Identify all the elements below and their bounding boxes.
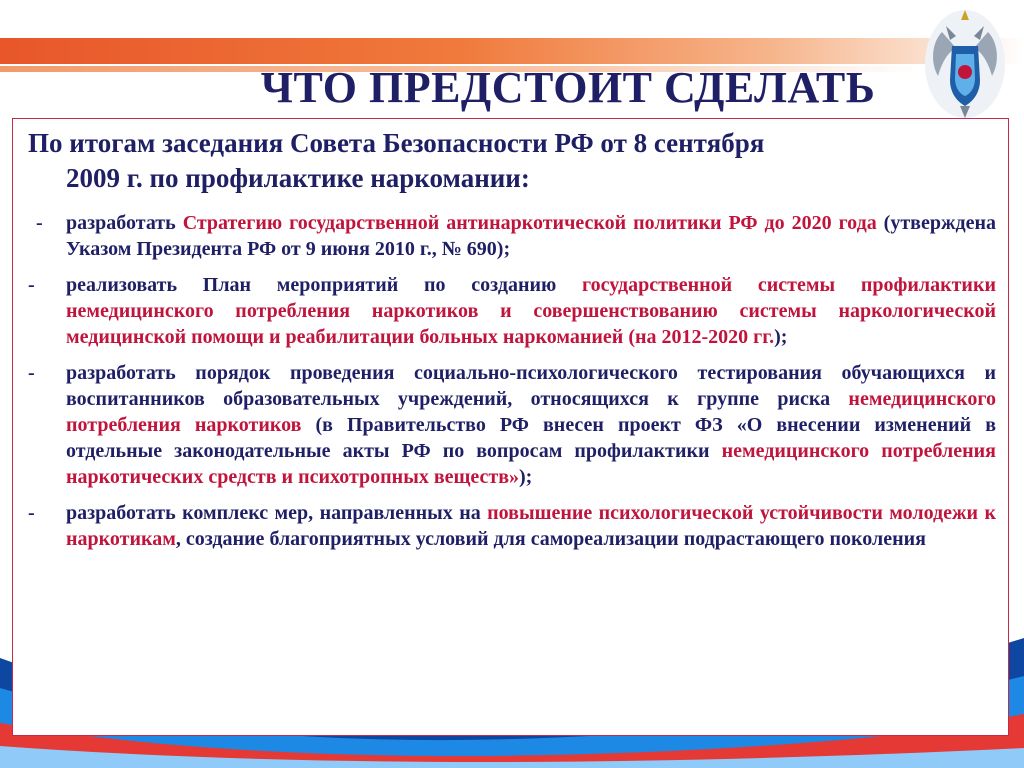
list-item: [28, 272, 996, 350]
list-dash: -: [28, 274, 35, 296]
list-dash: -: [28, 502, 35, 524]
item-highlight: повышение психологической устойчивости молодежи к наркотикам: [66, 502, 996, 550]
item-highlight: немедицинского потребления наркотических средств и психотропных веществ»: [66, 440, 996, 488]
item-text: (в Правительство РФ внесен проект ФЗ «О внесении изменений в отдельные законодательные акты РФ по вопросам профилактики: [66, 414, 996, 462]
item-text: );: [519, 466, 533, 488]
item-text: , создание благоприятных условий для самореализации подрастающего поколения: [175, 528, 926, 550]
intro-line2: [28, 161, 996, 196]
double-headed-eagle-emblem-icon: [922, 2, 1008, 122]
list-dash: -: [28, 362, 35, 384]
item-text: разработать комплекс мер, направленных на: [66, 502, 488, 524]
intro-paragraph: [28, 126, 996, 196]
content-body: [28, 126, 996, 562]
page-title: ЧТО ПРЕДСТОИТ СДЕЛАТЬ: [260, 63, 876, 112]
item-text: разработать порядок проведения социально-психологического тестирования обучающихся и воспитанников образовательных учреждений, относящихся к группе риска: [66, 362, 996, 410]
page-number: 43: [953, 700, 976, 722]
item-text: реализовать План мероприятий по созданию: [66, 274, 583, 296]
list-item: [28, 210, 996, 262]
item-text: );: [774, 326, 788, 348]
item-text: разработать: [66, 212, 183, 234]
item-highlight: Стратегию государственной антинаркотической политики РФ до 2020 года: [182, 212, 877, 234]
intro-line1: По итогам заседания Совета Безопасности РФ от 8 сентября: [28, 128, 765, 158]
list-item: [28, 360, 996, 490]
item-highlight: государственной системы профилактики немедицинского потребления наркотиков и совершенствованию системы наркологической медицинской помощи и реабилитации больных наркоманией (на 2012-2020 гг.: [66, 274, 996, 348]
intro-topic: по профилактике наркомании:: [142, 163, 530, 193]
intro-date: 2009 г.: [66, 163, 143, 193]
item-highlight: немедицинского потребления наркотиков: [66, 388, 996, 436]
list-dash: -: [36, 212, 43, 234]
item-text: (утверждена Указом Президента РФ от 9 июня 2010 г., № 690);: [66, 212, 996, 260]
list-item: [28, 500, 996, 552]
top-orange-stripe: [0, 38, 1024, 64]
